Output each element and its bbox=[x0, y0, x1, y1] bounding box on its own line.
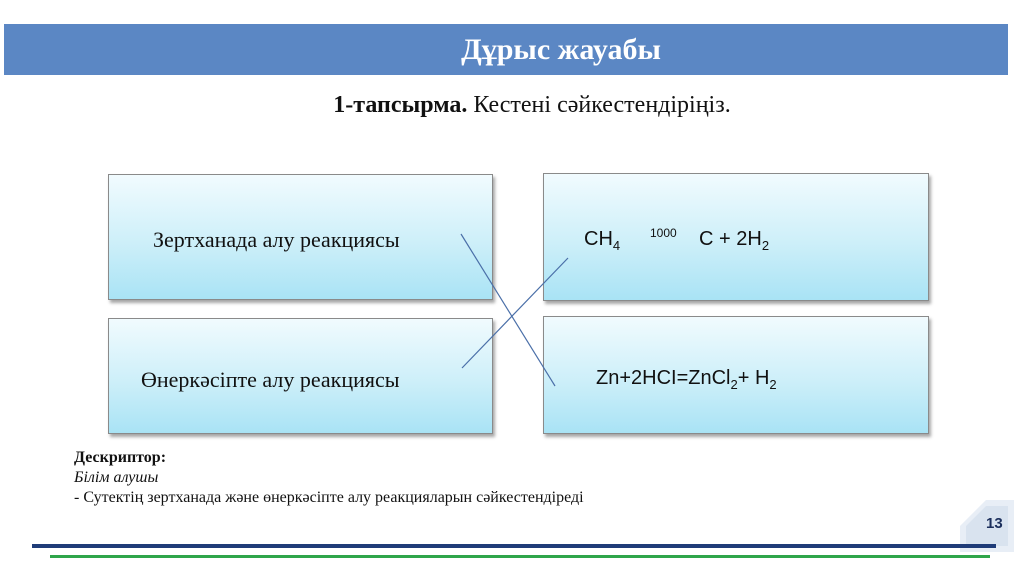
box-zinc-reaction[interactable] bbox=[543, 316, 929, 434]
descriptor-subheading: Білім алушы bbox=[74, 469, 159, 486]
temperature-label: 1000 bbox=[650, 226, 677, 240]
slide-title: Дұрыс жауабы bbox=[461, 33, 661, 66]
descriptor-heading: Дескриптор: bbox=[74, 449, 167, 466]
box-lab-reaction[interactable] bbox=[108, 174, 493, 300]
formula-products: $C + 2H_2$ bbox=[699, 228, 770, 253]
title-bar bbox=[4, 24, 1008, 75]
formula-zinc: Zn+2HCI=ZnCl$_2$+ $H_2$ bbox=[596, 367, 777, 392]
page-number: 13 bbox=[986, 515, 1003, 532]
formula-methane: $CH_4$ bbox=[584, 228, 621, 253]
box-industrial-reaction[interactable] bbox=[108, 318, 493, 434]
box-lab-reaction-label: Зертханада алу реакциясы bbox=[153, 227, 400, 252]
box-methane-decomposition[interactable] bbox=[543, 173, 929, 301]
task-text: Кестені сәйкестендіріңіз. bbox=[467, 92, 731, 118]
descriptor-line: - Сутектің зертханада және өнеркәсіпте алу реакцияларын сәйкестендіреді bbox=[74, 489, 584, 506]
footer-bar-green bbox=[50, 555, 990, 558]
task-label: 1-тапсырма. bbox=[333, 92, 468, 118]
footer-bar-navy bbox=[32, 544, 996, 548]
descriptor-block bbox=[74, 448, 584, 508]
box-industrial-reaction-label: Өнеркәсіпте алу реакциясы bbox=[141, 367, 400, 392]
task-instruction bbox=[0, 92, 1024, 119]
